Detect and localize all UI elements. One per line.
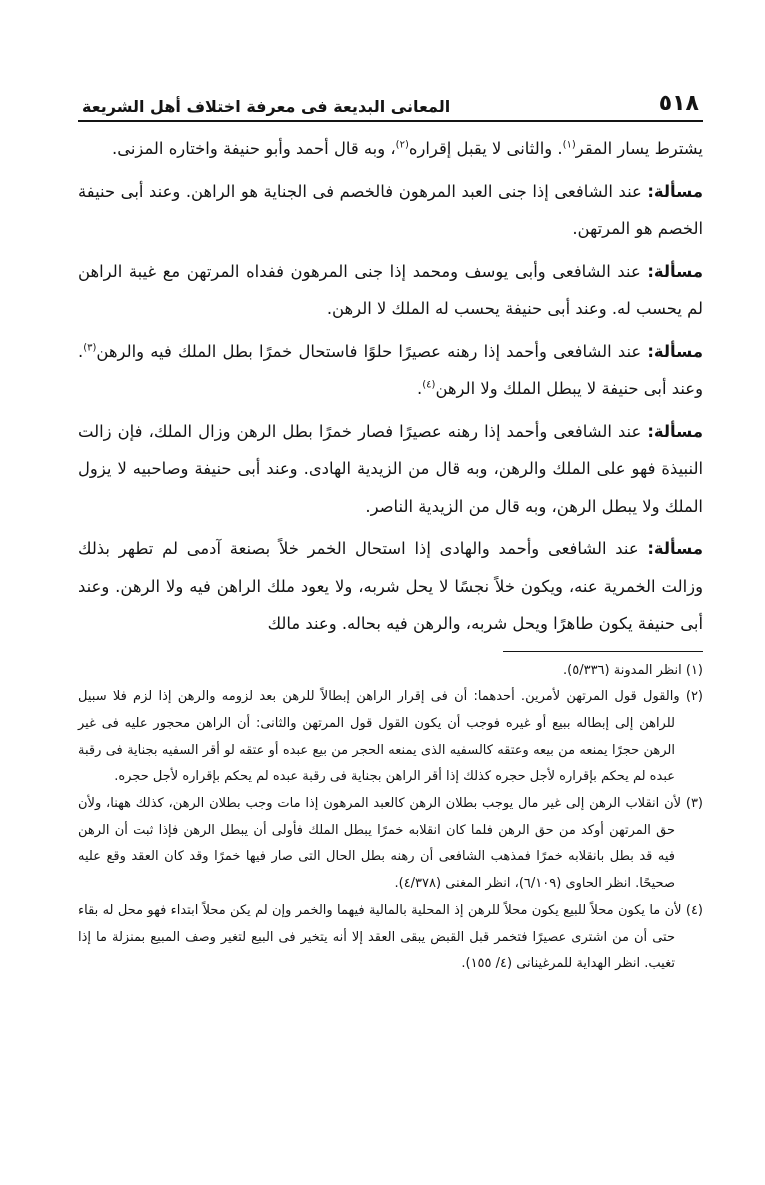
footnote-separator — [503, 651, 703, 652]
paragraph-1 — [78, 130, 703, 168]
paragraph-4-part-b: . وعند أبى حنيفة لا يبطل الملك ولا الرهن — [78, 341, 703, 398]
footnote-3: (٣) لأن انقلاب الرهن إلى غير مال يوجب بطلان الرهن كالعبد المرهون إذا مات وجب بطلان الرهن، كذلك ههنا، ولأن حق المرتهن أوكد من حق الرهن فلما كان انقلابه خمرًا يبطل الملك فأولى أن يبطل الرهن فإذا ثبت أن الرهن فيه قد بطل بانقلابه خمرًا فمذهب الشافعى أن رهنه بطل الحال التى صار فيها خمرًا وقد كان العقد وقع عليه صحيحًا. انظر الحاوى (٦/١٠٩)، انظر المغنى (٤/٣٧٨). — [78, 796, 703, 892]
paragraph-4 — [78, 333, 703, 408]
paragraph-1-part-a: يشترط يسار المقر — [575, 139, 703, 158]
paragraph-5 — [78, 413, 703, 526]
paragraph-5-text: عند الشافعى وأحمد إذا رهنه عصيرًا فصار خمرًا بطل الرهن وزال الملك، فإن زالت النبيذة فهو على الملك والرهن، وبه قال من الزيدية الهادى. وعند أبى حنيفة وصاحبيه لا يزول الملك ولا يبطل الرهن، وبه قال من الزيدية الناصر. — [78, 421, 703, 516]
paragraph-6-text: عند الشافعى وأحمد والهادى إذا استحال الخمر خلاً بصنعة آدمى لم تطهر بذلك وزالت الخمرية عنه، ويكون خلاً نجسًا لا يحل شربه، ولا يعود ملك الراهن فيه ولا الرهن. وعند أبى حنيفة يكون طاهرًا ويحل شربه، والرهن فيه بحاله. وعند مالك — [78, 539, 703, 633]
paragraph-6 — [78, 530, 703, 643]
footnote-ref-3: (٣) — [83, 342, 97, 354]
footnote-4: (٤) لأن ما يكون محلاً للبيع يكون محلاً للرهن إذ المحلية بالمالية فيهما والخمر وإن لم يكن محلاً ابتداء فهو محل له بقاء حتى أن من اشترى عصيرًا فتخمر قبل القبض يبقى العقد إلا أنه يتخير فى البيع لتغير وصف المبيع بمنزلة ما إذا تغيب. انظر الهداية للمرغينانى (٤/ ١٥٥). — [78, 902, 703, 972]
paragraph-1-part-b: . والثانى لا يقبل إقراره — [408, 139, 563, 158]
footnote-ref-4: (٤) — [422, 379, 436, 391]
running-title: المعانى البديعة فى معرفة اختلاف أهل الشريعة — [82, 97, 451, 116]
paragraph-2 — [78, 173, 703, 248]
footnote-2: (٢) والقول قول المرتهن لأمرين. أحدهما: أن فى إقرار الراهن إبطالاً للرهن بعد لزومه والرهن إذا لزم فلا سبيل للراهن إلى إبطاله ببيع أو غيره فوجب أن يكون القول قول المرتهن والثانى: أن الراهن محجور عليه فى غير الرهن حجرًا يمنعه من بيعه وعتقه كالسفيه الذى يمنعه الحجر من بيع عبده أو عتقه لو أقر السفيه بجناية فى رقبة عبده لم يحكم بإقراره لأجل حجره كذلك إذا أقر الراهن بجناية فى رقبة عبده لم يحكم بإقراره لأجل حجره. — [78, 689, 703, 785]
issue-label: مسألة: — [647, 421, 703, 441]
footnote-ref-1: (١) — [562, 139, 576, 151]
paragraph-3 — [78, 253, 703, 328]
paragraph-1-part-c: ، وبه قال أحمد وأبو حنيفة واختاره المزنى. — [111, 139, 396, 158]
paragraph-2-text: عند الشافعى إذا جنى العبد المرهون فالخصم فى الجناية هو الراهن. وعند أبى حنيفة الخصم هو المرتهن. — [78, 181, 703, 238]
footnote-1: (١) انظر المدونة (٥/٣٣٦). — [563, 662, 703, 678]
issue-label: مسألة: — [647, 181, 703, 201]
issue-label: مسألة: — [647, 539, 703, 558]
book-page — [78, 82, 703, 978]
paragraph-3-text: عند الشافعى وأبى يوسف ومحمد إذا جنى المرهون ففداه المرتهن مع غيبة الراهن لم يحسب له. وعند أبى حنيفة يحسب له الملك لا الرهن. — [78, 261, 703, 318]
issue-label: مسألة: — [647, 341, 703, 361]
issue-label: مسألة: — [647, 261, 703, 281]
main-text — [78, 130, 703, 643]
page-number: ٥١٨ — [658, 91, 699, 116]
page-header — [78, 82, 703, 122]
paragraph-4-part-a: عند الشافعى وأحمد إذا رهنه عصيرًا حلوًا فاستحال خمرًا بطل الملك فيه والرهن — [96, 341, 648, 361]
paragraph-4-part-c: . — [417, 379, 423, 398]
footnotes — [78, 658, 703, 978]
footnote-ref-2: (٢) — [395, 139, 409, 151]
